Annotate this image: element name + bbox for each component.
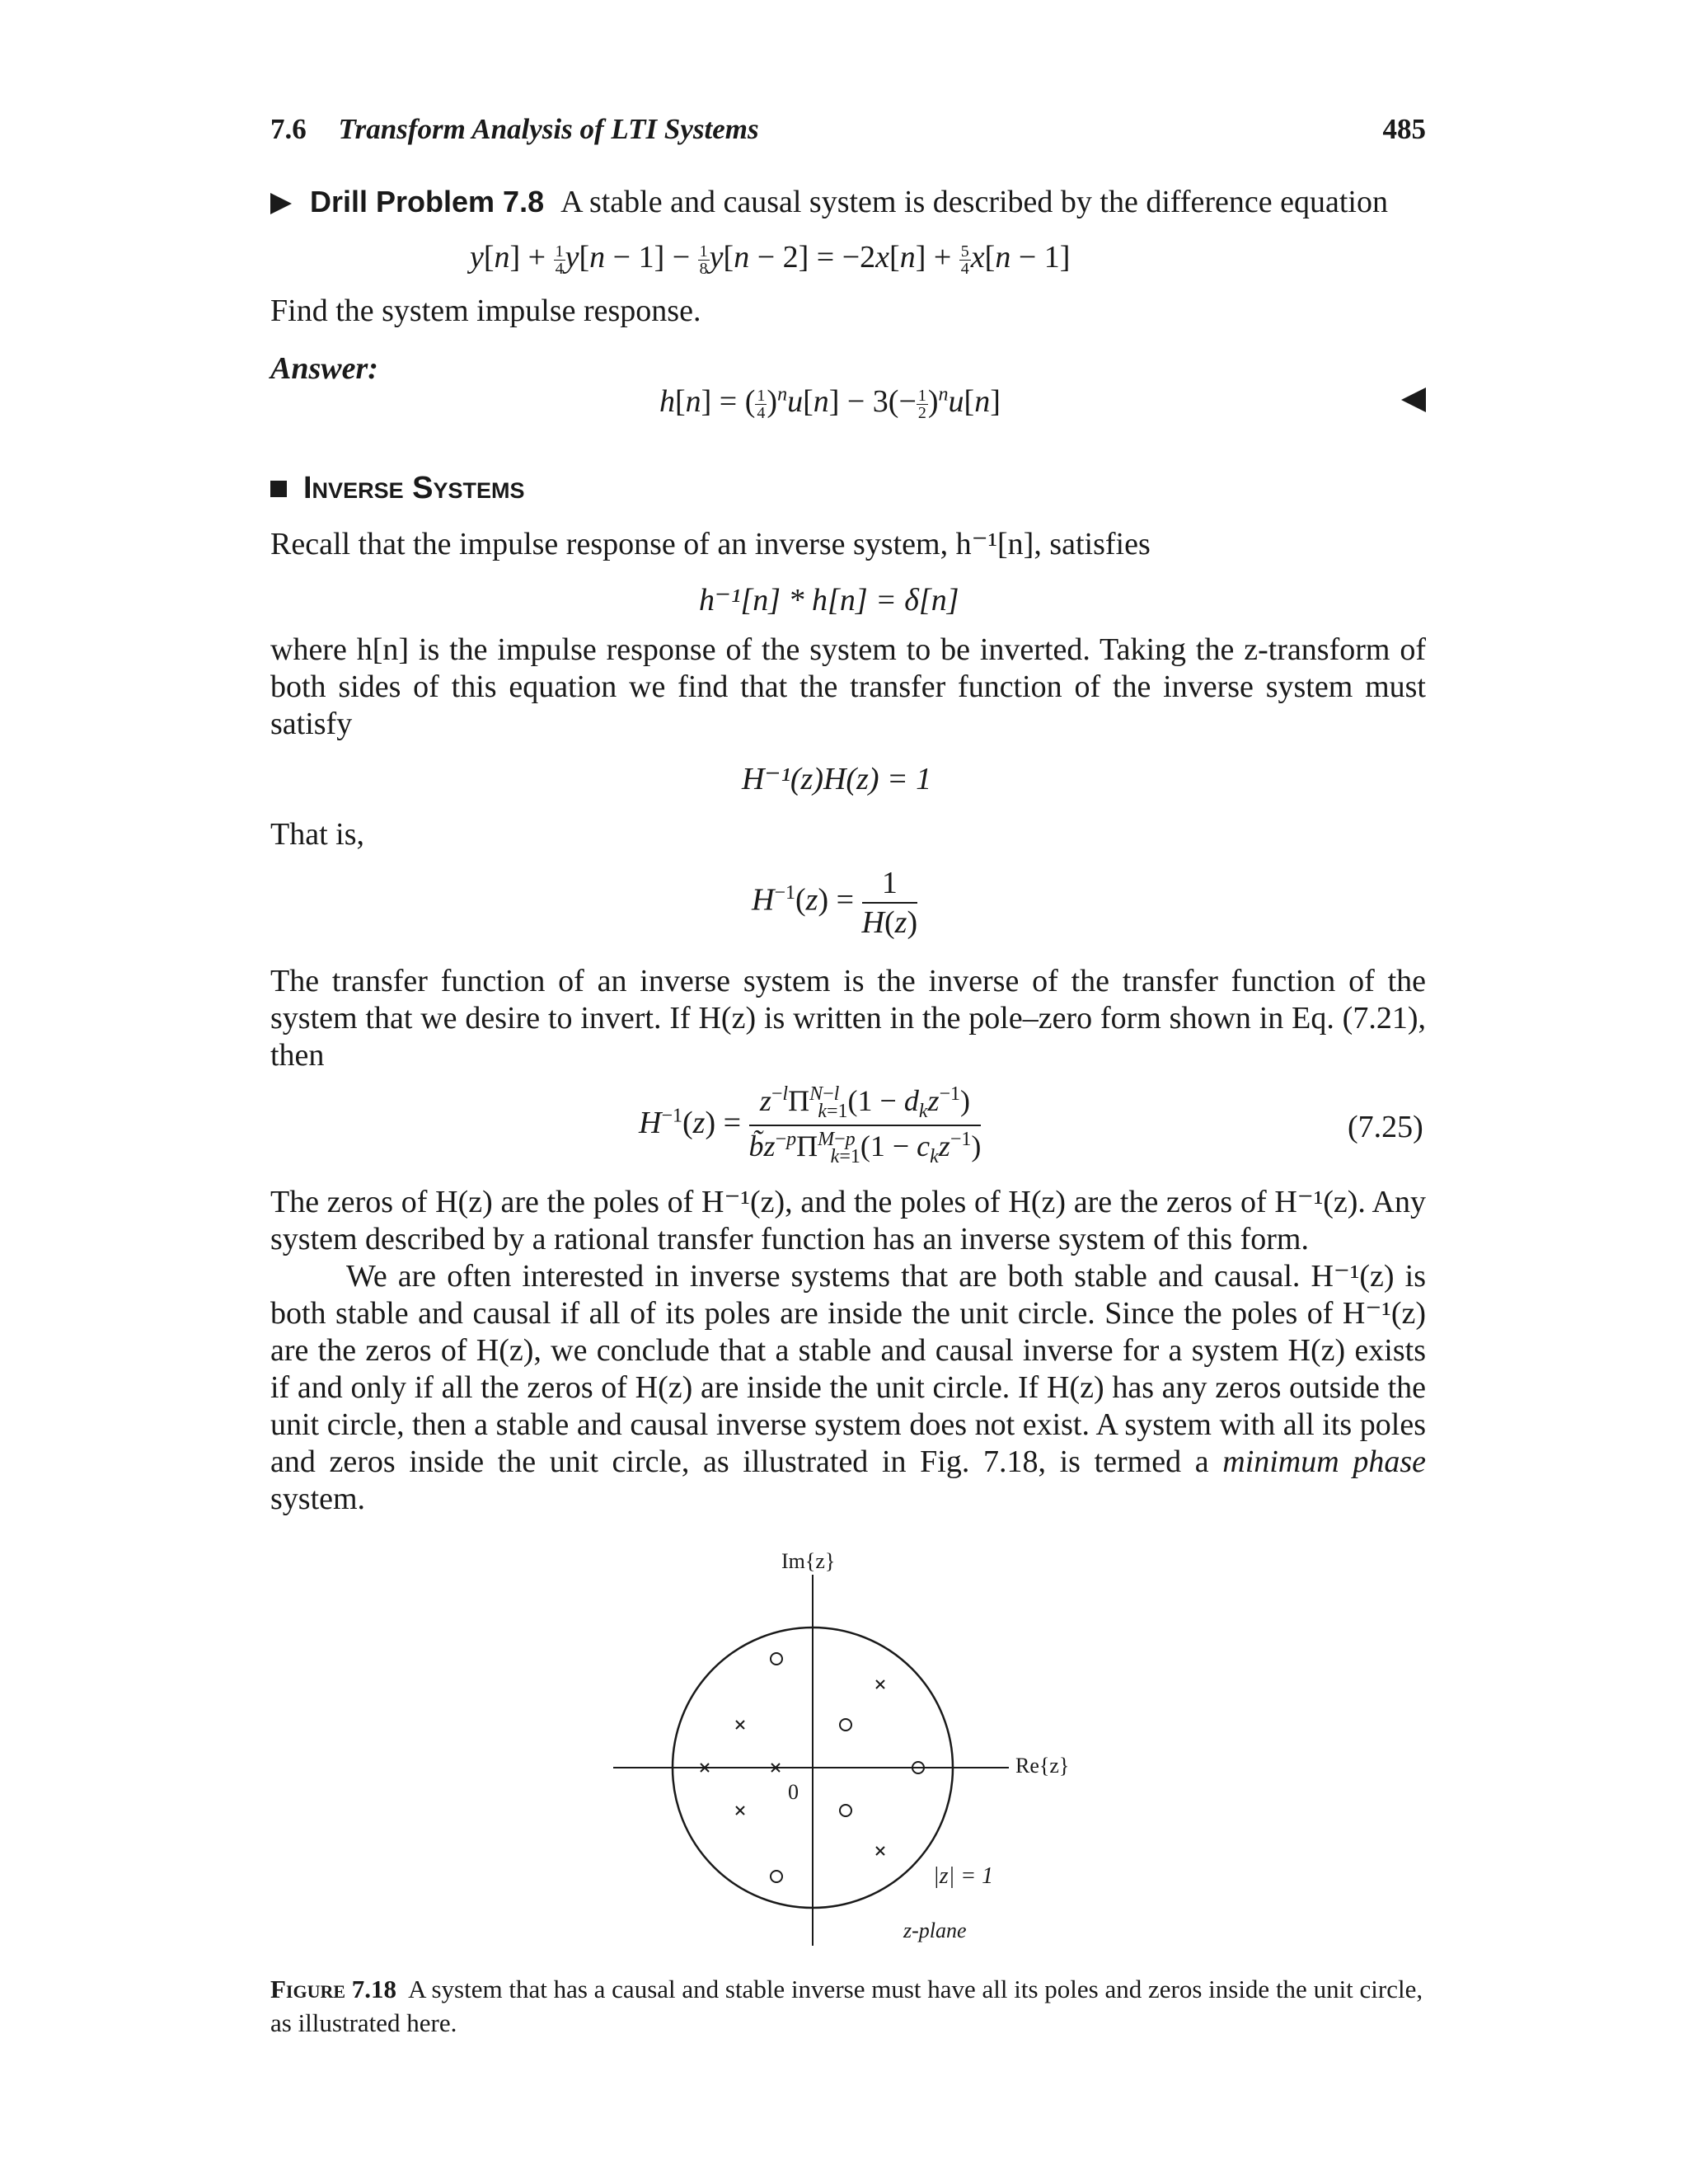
square-bullet-icon bbox=[270, 481, 287, 497]
stable-paragraph-end: system. bbox=[270, 1482, 366, 1516]
zero-marker bbox=[840, 1805, 851, 1816]
pole-marker bbox=[736, 1806, 744, 1815]
drill-label: Drill Problem 7.8 bbox=[310, 185, 545, 218]
re-axis-label: Re{z} bbox=[1015, 1754, 1070, 1778]
section-heading-text: Inverse Systems bbox=[303, 471, 525, 505]
zero-marker bbox=[840, 1719, 851, 1731]
origin-label: 0 bbox=[788, 1780, 799, 1804]
zero-marker bbox=[771, 1653, 782, 1665]
caption-text: A system that has a causal and stable inverse must have all its poles and zeros inside the unit circle, as illustrated here. bbox=[270, 1975, 1423, 2037]
caption-label: Figure 7.18 bbox=[270, 1975, 397, 2003]
convolution-equation: h⁻¹[n] * h[n] = δ[n] bbox=[699, 583, 959, 618]
triangle-left-icon bbox=[1401, 387, 1426, 412]
stable-paragraph-text: We are often interested in inverse systems that are both stable and causal. H⁻¹(z) is both stable and causal if all of its poles are inside the unit circle. Since the poles of H⁻¹(z) are the zeros of H(z), we conclude that a stable and causal inverse for a system H(z) exists if and only if all the zeros of H(z) are inside the unit circle. If H(z) has any zeros outside the unit circle, then a stable and causal inverse system does not exist. A system with all its poles and zeros inside the unit circle, as illustrated in Fig. 7.18, is termed a bbox=[270, 1259, 1426, 1479]
answer-label: Answer: bbox=[270, 351, 378, 386]
where-paragraph: where h[n] is the impulse response of the system to be inverted. Taking the z-transform of both sides of this equation we find that the transfer function of the inverse system must satisfy bbox=[270, 632, 1426, 741]
stable-paragraph bbox=[270, 1258, 1426, 1518]
running-header bbox=[270, 113, 1426, 154]
unit-circle-label: |z| = 1 bbox=[933, 1863, 994, 1889]
pole-marker bbox=[736, 1721, 744, 1729]
zero-marker bbox=[771, 1871, 782, 1882]
equation-number: (7.25) bbox=[1348, 1110, 1423, 1144]
pole-marker bbox=[876, 1680, 884, 1688]
triangle-right-icon bbox=[270, 193, 292, 214]
drill-intro: A stable and causal system is described by the difference equation bbox=[560, 185, 1388, 219]
answer-equation: h[n] = ( $\frac{1}{4}$ )$^n$u[n] − 3(− $\frac{1}{2}$ )$^n$u[n] bbox=[659, 383, 1001, 422]
section-title: Transform Analysis of LTI Systems bbox=[338, 113, 759, 145]
recall-text: Recall that the impulse response of an inverse system, h⁻¹[n], satisfies bbox=[270, 527, 1151, 561]
pole-zero-equation: $H^{-1}(z)$ = $\frac{z^{-l}\Pi^{N-l}_{k=1}(1 - d_kz^{-1})}{b̃z^{-p}\Pi^{M-p}_{k=1}(1 - c_kz^{-1})}$ bbox=[639, 1083, 982, 1168]
zeros-paragraph: The zeros of H(z) are the poles of H⁻¹(z), and the poles of H(z) are the zeros of H⁻¹(z). Any system described by a rational transfer function has an inverse system of this form. bbox=[270, 1185, 1426, 1256]
z-plane-label: z-plane bbox=[903, 1919, 967, 1942]
that-is-text: That is, bbox=[270, 817, 364, 852]
figure-caption bbox=[270, 1972, 1426, 2040]
section-heading bbox=[270, 471, 525, 506]
minimum-phase-term: minimum phase bbox=[1222, 1444, 1426, 1479]
find-text: Find the system impulse response. bbox=[270, 294, 701, 328]
difference-equation: y[n] + $\frac{1}{4}$ y[n − 1] − $\frac{1}{8}$ y[n − 2] = −2x[n] + $\frac{5}{4}$ x[n − 1] bbox=[470, 240, 1071, 278]
page-number: 485 bbox=[1382, 113, 1426, 145]
product-equation: H⁻¹(z)H(z) = 1 bbox=[742, 762, 932, 796]
section-number: 7.6 bbox=[270, 113, 307, 145]
pole-marker bbox=[876, 1847, 884, 1855]
im-axis-label: Im{z} bbox=[781, 1550, 836, 1573]
inverse-equation: $H^{-1}(z)$ = $\frac{1}{H(z)}$ bbox=[752, 866, 918, 940]
transfer-paragraph: The transfer function of an inverse system is the inverse of the transfer function of the system that we desire to invert. If H(z) is written in the pole–zero form shown in Eq. (7.21), then bbox=[270, 964, 1426, 1073]
drill-problem-intro bbox=[270, 183, 1432, 221]
pole-zero-diagram bbox=[610, 1550, 1104, 1962]
